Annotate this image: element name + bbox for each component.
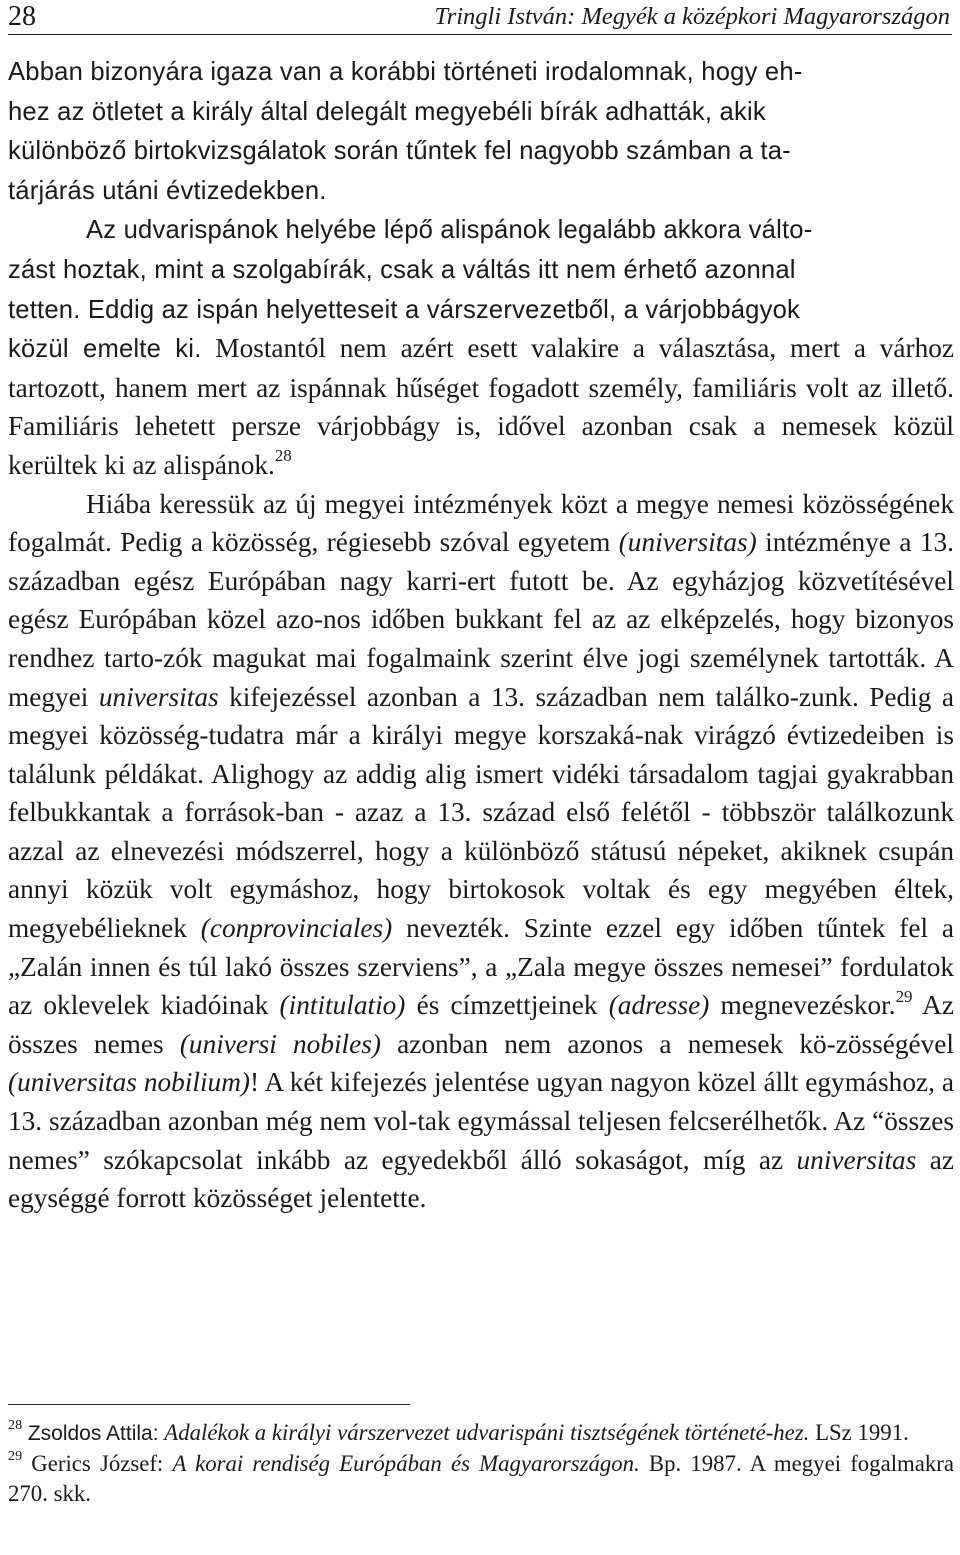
footnote-ref-29: 29 (895, 986, 913, 1006)
text-run: és címzettjeinek (405, 990, 609, 1021)
text-line: tárjárás utáni évtizedekben. (8, 176, 327, 205)
text-line: zást hoztak, mint a szolgabírák, csak a váltás itt nem érhető azonnal (8, 255, 796, 284)
text-run: Az összes nemes (8, 990, 954, 1059)
paragraph-1 (8, 52, 954, 210)
text-run: nevezték. Szinte ezzel egy időben tűntek fel a „Zalán innen és túl lakó összes szerviens”, a „Zala megye összes nemesei” fordulatok az oklevelek kiadóinak (8, 913, 954, 1021)
footnote-rest: Bp. 1987. A megyei fogalmakra 270. skk. (8, 1451, 954, 1506)
page-header (8, 0, 952, 35)
text-run: Hiába keressük az új megyei intézmények közt a megye nemesi közösségének fogalmát. Pedig a közösség, régiesebb szóval egyetem (8, 488, 954, 558)
footnote-number: 29 (8, 1448, 23, 1465)
footnote-29 (8, 1449, 954, 1509)
footnote-title: Adalékok a királyi várszervezet udvarispáni tisztségének történeté-hez. (164, 1420, 810, 1445)
text-run: az egységgé forrott közösséget jelentette. (8, 1144, 954, 1214)
text-run: azonban nem azonos a nemesek kö-zösségével (380, 1028, 954, 1059)
footnotes (8, 1418, 954, 1509)
footnote-ref-28: 28 (274, 446, 292, 466)
text-run: kifejezéssel azonban a 13. században nem találko-zunk. Pedig a megyei közösség-tudatra már a királyi megye korszaká-nak virágzó évtizedeiben is találunk példákat. Alighogy az addig alig ismert vidéki társadalom tagjai gyakrabban felbukkantak a források-ban - azaz a 13. század első felétől - többször találkozunk azzal az elnevezési módszerrel, hogy a különböző státusú népeket, akiknek csupán annyi közük volt egymáshoz, hogy birtokosok voltak és egy megyében éltek, megyebélieknek (8, 681, 954, 944)
running-title: Tringli István: Megyék a középkori Magyarországon (434, 3, 950, 30)
paragraph-2 (8, 210, 954, 484)
footnote-number: 28 (8, 1417, 23, 1434)
latin-term: (conprovinciales) (200, 913, 393, 944)
text-line: közül emelte ki. (8, 335, 202, 364)
footnote-separator (8, 1404, 410, 1405)
text-run: ! A két kifejezés jelentése ugyan nagyon közel állt egymáshoz, a 13. században azonban még nem vol-tak egymással teljesen felcserélhetők. Az “összes nemes” szókapcsolat inkább az egyedekből álló sokaságot, míg az (8, 1067, 954, 1175)
footnote-author: Zsoldos Attila: (27, 1422, 159, 1445)
text-run: megnevezéskor. (709, 990, 896, 1021)
text-run: Mostantól nem azért esett valakire a választása, mert a várhoz tartozott, hanem mert az ispánnak hűséget fogadott személy, familiáris volt az illető. Familiáris lehetett persze várjobbágy is, idővel azonban csak a nemesek közül kerültek ki az alispánok. (8, 333, 954, 480)
latin-term: (intitulatio) (279, 990, 406, 1021)
main-text (8, 52, 954, 1218)
text-line: Abban bizonyára igaza van a korábbi történeti irodalomnak, hogy eh- (8, 58, 803, 86)
text-run: intézménye a 13. században egész Európában nagy karri-ert futott be. Az egyházjog közvetítésével egész Európában közel azo-nos időben bukkant fel az az elképzelés, hogy bizonyos rendhez tarto-zók magukat mai fogalmaink szerint élve jogi személynek tartották. A megyei (8, 527, 954, 712)
text-line: Az udvarispánok helyébe lépő alispánok legalább akkora válto- (86, 216, 813, 245)
latin-term: (universitas) (618, 527, 757, 558)
footnote-title: A korai rendiség Európában és Magyarországon. (172, 1451, 640, 1476)
text-line: hez az ötletet a király által delegált megyebéli bírák adhatták, akik (8, 97, 766, 126)
latin-term: (universi nobiles) (179, 1028, 381, 1059)
paragraph-3 (8, 485, 954, 1218)
footnote-author: Gerics József: (31, 1451, 164, 1476)
text-line: különböző birtokvizsgálatok során tűntek fel nagyobb számban a ta- (8, 137, 791, 166)
footnote-28 (8, 1418, 954, 1449)
latin-term: (adresse) (608, 990, 710, 1021)
latin-term: universitas (98, 681, 219, 712)
page-number: 28 (8, 1, 36, 32)
latin-term: (universitas nobilium) (8, 1067, 250, 1098)
footnote-rest: LSz 1991. (809, 1420, 909, 1445)
latin-term: universitas (796, 1144, 917, 1175)
text-line: tetten. Eddig az ispán helyetteseit a várszervezetből, a várjobbágyok (8, 295, 801, 324)
